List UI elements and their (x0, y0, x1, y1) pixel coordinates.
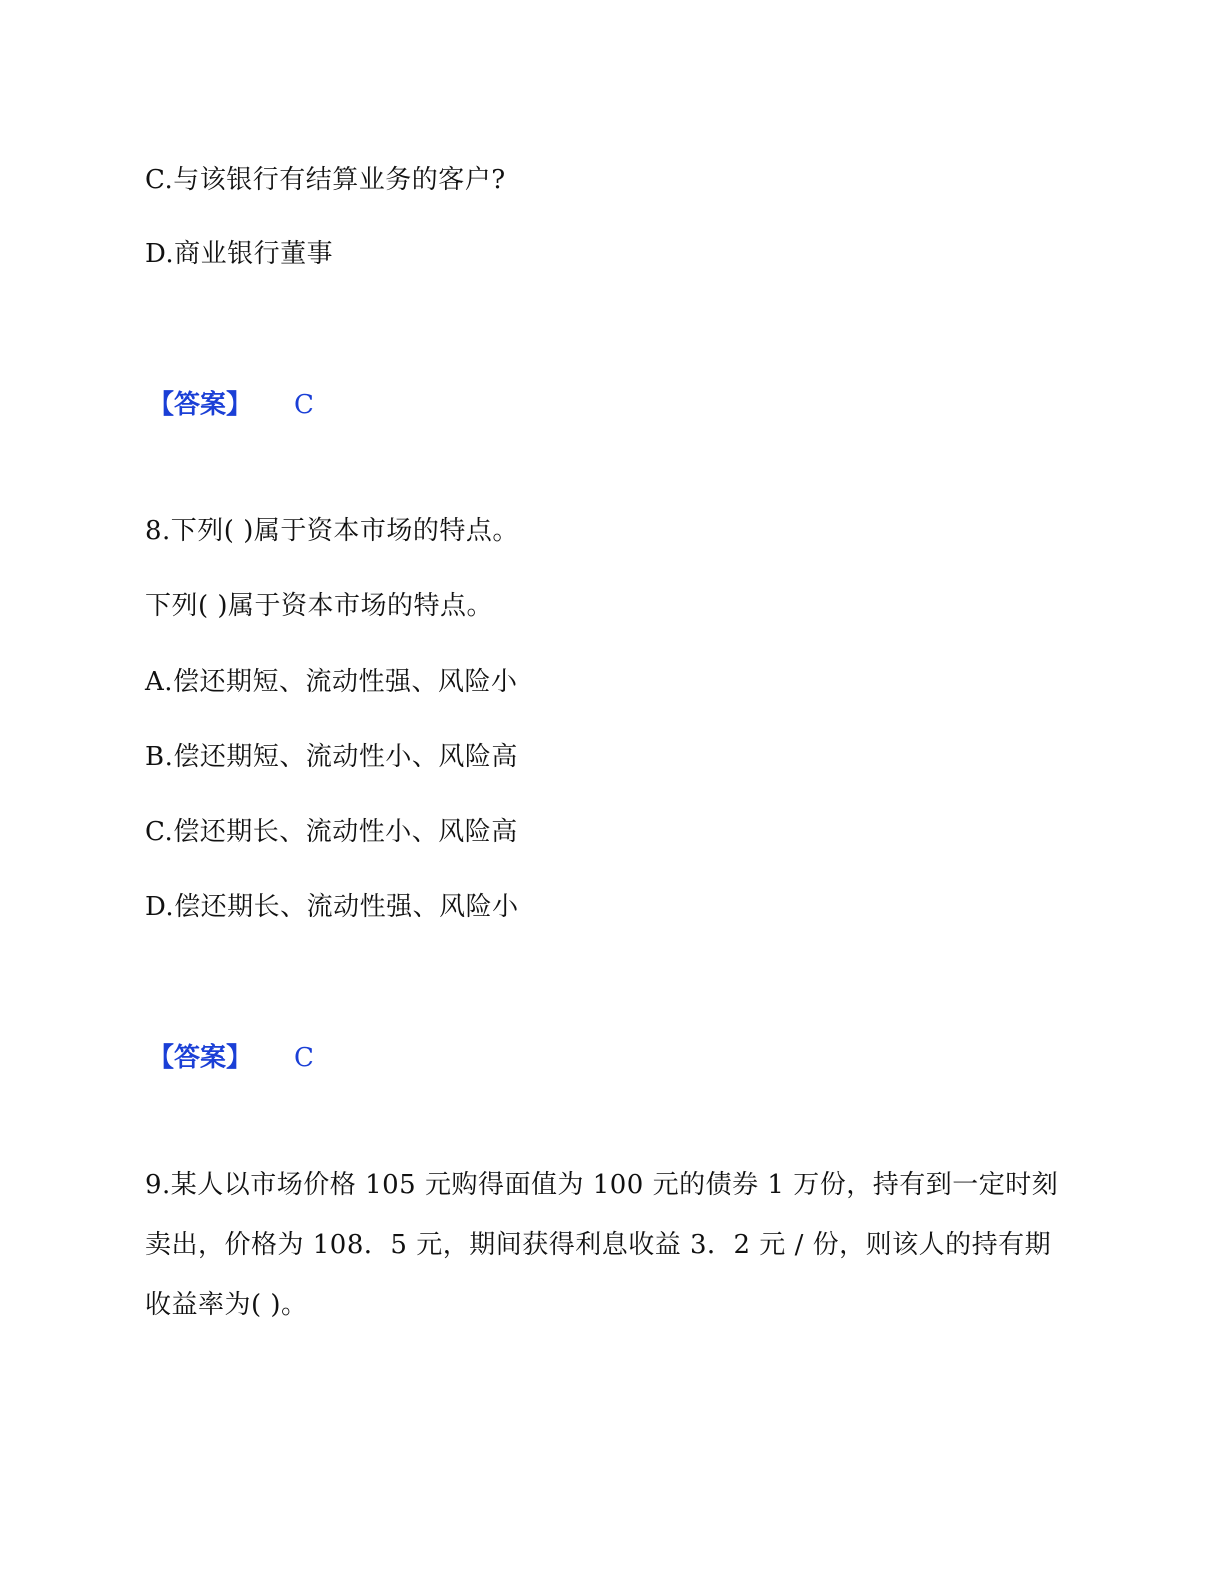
q8-option-d: D.偿还期长、流动性强、风险小 (145, 892, 519, 922)
q8-stem: 下列( )属于资本市场的特点。 (145, 591, 494, 621)
q7-option-d: D.商业银行董事 (145, 239, 334, 269)
answer-label: 【答案】 (148, 1043, 253, 1073)
q8-title: 8.下列( )属于资本市场的特点。 (145, 516, 519, 546)
q9-text: 9.某人以市场价格 105 元购得面值为 100 元的债券 1 万份，持有到一定时刻卖出，价格为 108．5 元，期间获得利息收益 3．2 元 / 份，则该人的持有期收益率为( )。 (145, 1170, 1059, 1320)
answer-8 (148, 1041, 314, 1075)
q8-option-b: B.偿还期短、流动性小、风险高 (145, 742, 518, 772)
q7-option-c: C.与该银行有结算业务的客户? (145, 165, 506, 195)
answer-7 (148, 388, 314, 422)
answer-label: 【答案】 (148, 390, 253, 420)
answer-value: C (294, 1043, 314, 1073)
q8-option-c: C.偿还期长、流动性小、风险高 (145, 817, 518, 847)
q8-option-a: A.偿还期短、流动性强、风险小 (145, 667, 518, 697)
answer-value: C (294, 390, 314, 420)
